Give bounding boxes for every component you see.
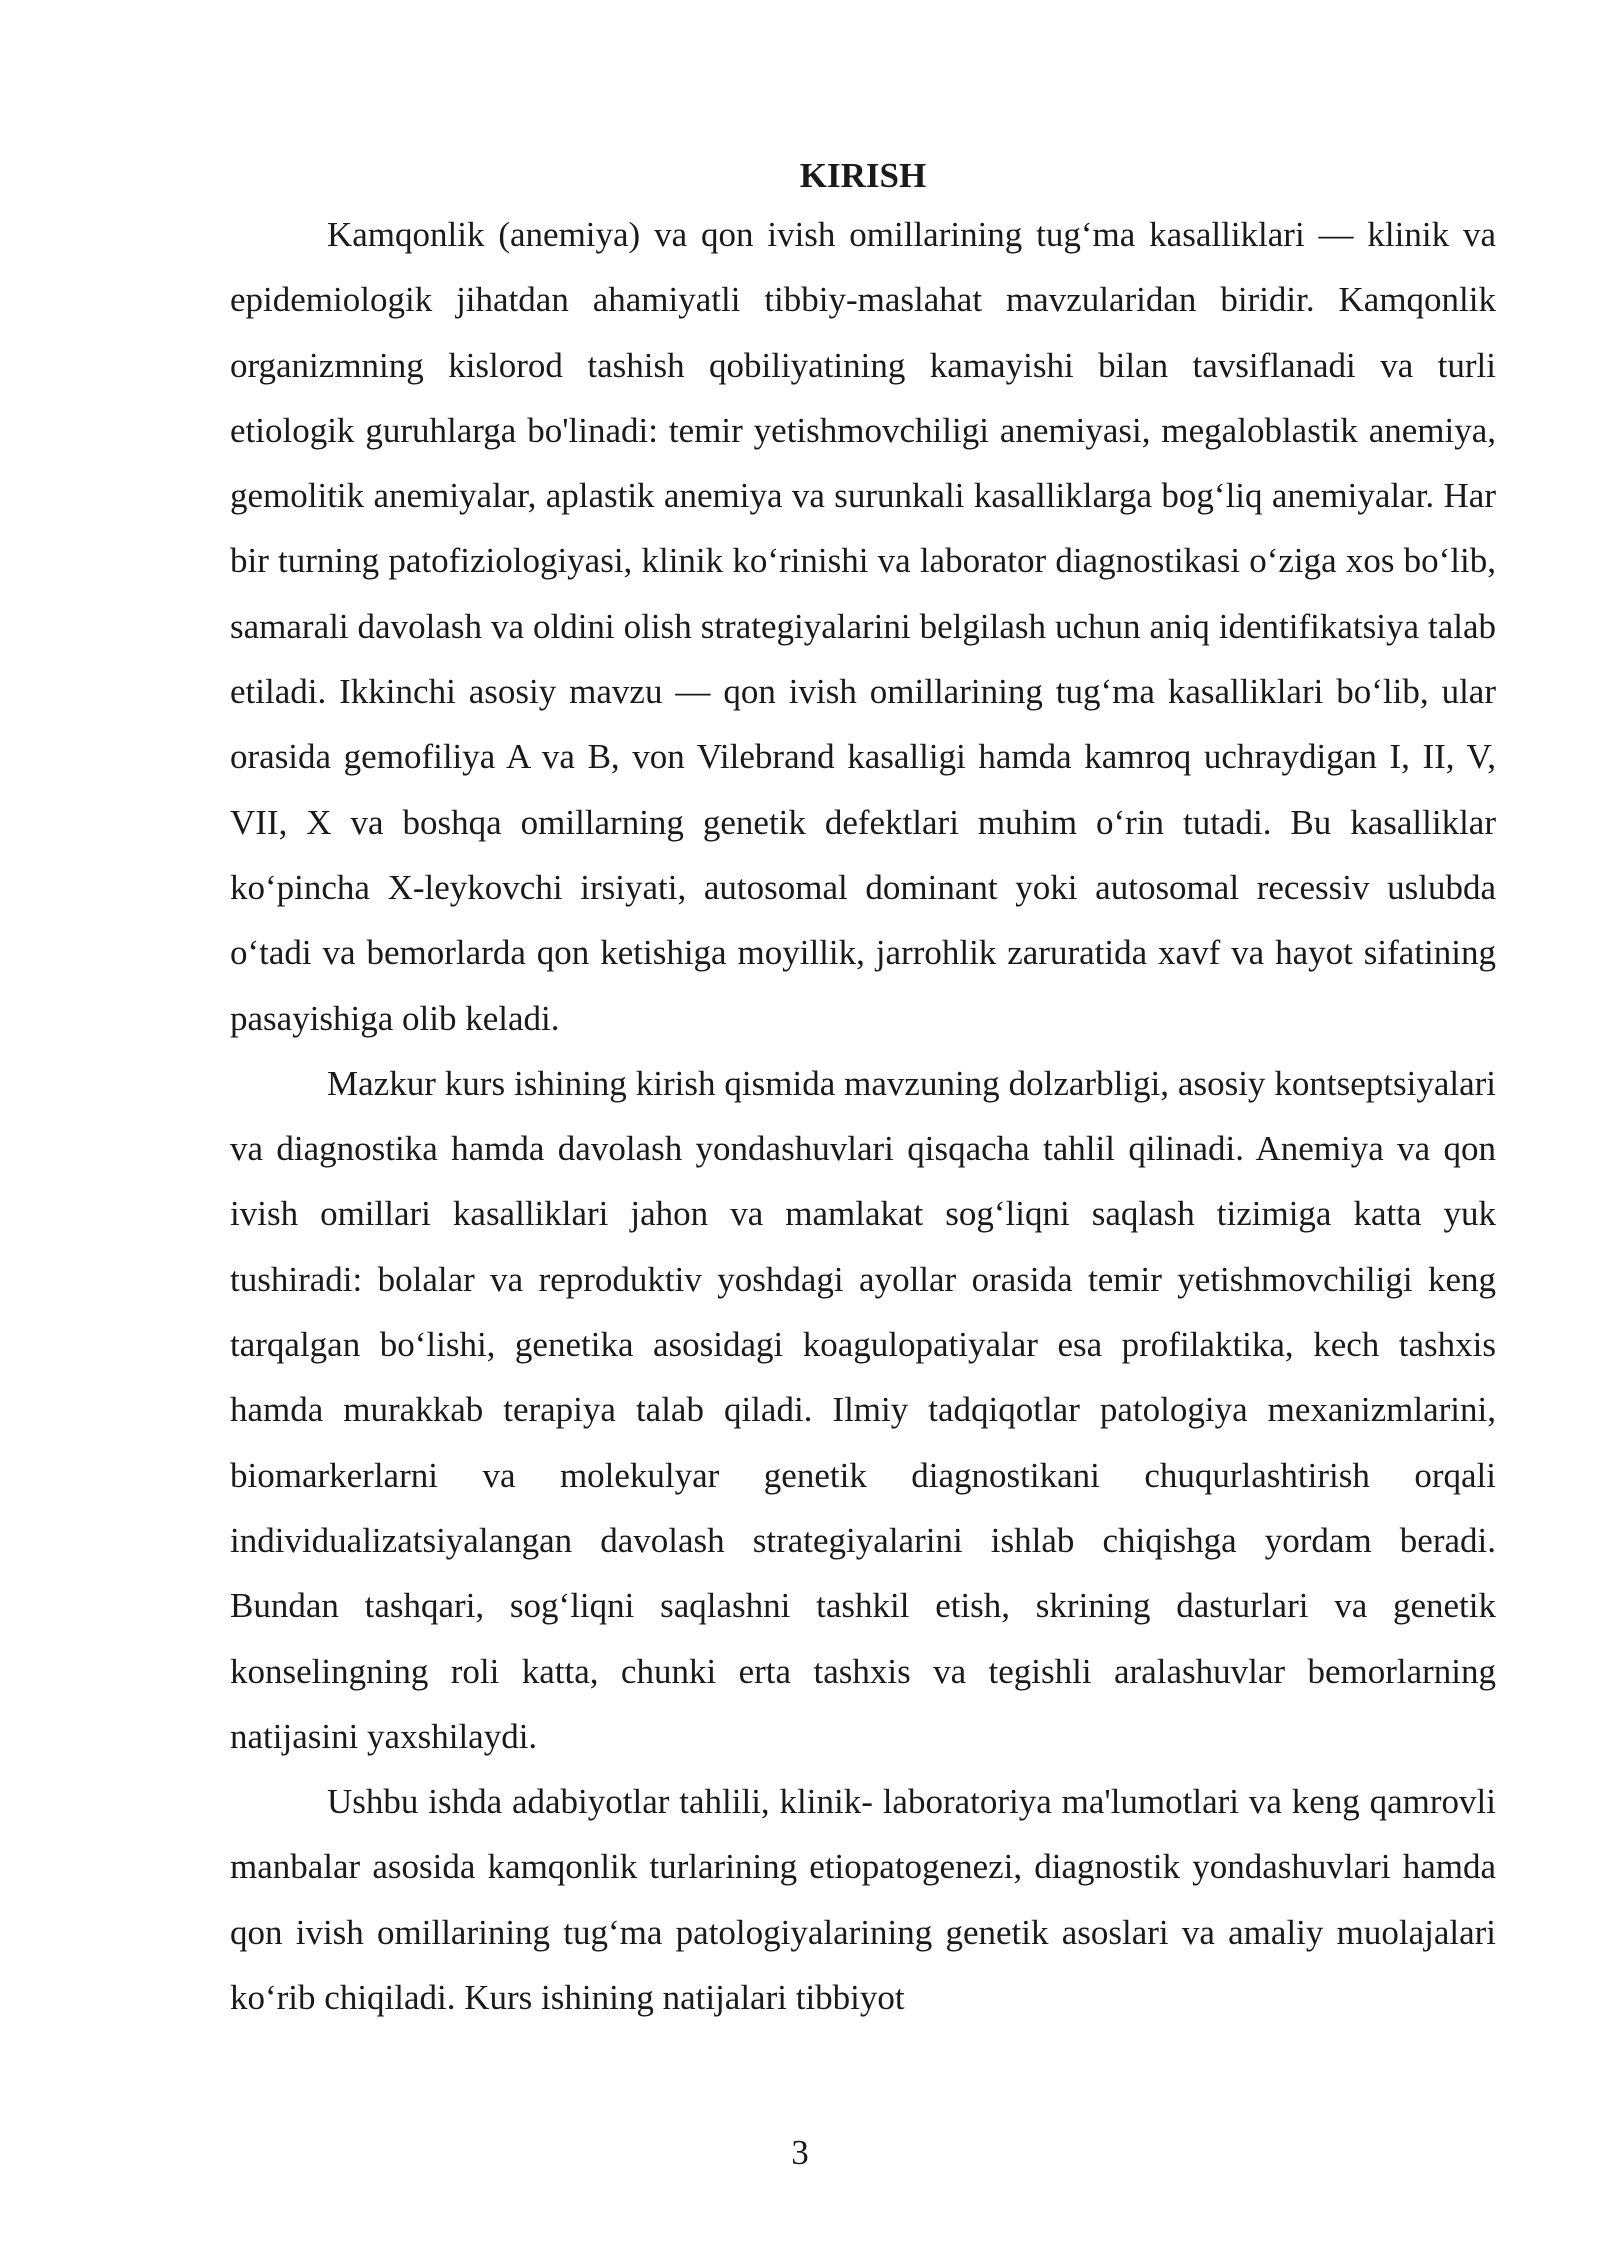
paragraph-3: Ushbu ishda adabiyotlar tahlili, klinik- laboratoriya ma'lumotlari va keng qamrovli manbalar asosida kamqonlik turlarining etiopatogenezi, diagnostik yondashuvlari hamda qon ivish omillarining tug‘ma patologiyalarining genetik asoslari va amaliy muolajalari ko‘rib chiqiladi. Kurs ishining natijalari tibbiyot bbox=[230, 1782, 1496, 2018]
section-heading: KIRISH bbox=[799, 156, 927, 195]
page-number: 3 bbox=[791, 2133, 809, 2172]
paragraph-2: Mazkur kurs ishining kirish qismida mavzuning dolzarbligi, asosiy kontseptsiyalari va diagnostika hamda davolash yondashuvlari qisqacha tahlil qilinadi. Anemiya va qon ivish omillari kasalliklari jahon va mamlakat sog‘liqni saqlash tizimiga katta yuk tushiradi: bolalar va reproduktiv yoshdagi ayollar orasida temir yetishmovchiligi keng tarqalgan bo‘lishi, genetika asosidagi koagulopatiyalar esa profilaktika, kech tashxis hamda murakkab terapiya talab qiladi. Ilmiy tadqiqotlar patologiya mexanizmlarini, biomarkerlarni va molekulyar genetik diagnostikani chuqurlashtirish orqali individualizatsiyalangan davolash strategiyalarini ishlab chiqishga yordam beradi. Bundan tashqari, sog‘liqni saqlashni tashkil etish, skrining dasturlari va genetik konselingning roli katta, chunki erta tashxis va tegishli aralashuvlar bemorlarning natijasini yaxshilaydi. bbox=[230, 1063, 1496, 1756]
paragraph-1: Kamqonlik (anemiya) va qon ivish omillarining tug‘ma kasalliklari — klinik va epidemiologik jihatdan ahamiyatli tibbiy-maslahat mavzularidan biridir. Kamqonlik organizmning kislorod tashish qobiliyatining kamayishi bilan tavsiflanadi va turli etiologik guruhlarga bo'linadi: temir yetishmovchiligi anemiyasi, megaloblastik anemiya, gemolitik anemiyalar, aplastik anemiya va surunkali kasalliklarga bog‘liq anemiyalar. Har bir turning patofiziologiyasi, klinik ko‘rinishi va laborator diagnostikasi o‘ziga xos bo‘lib, samarali davolash va oldini olish strategiyalarini belgilash uchun aniq identifikatsiya talab etiladi. Ikkinchi asosiy mavzu — qon ivish omillarining tug‘ma kasalliklari bo‘lib, ular orasida gemofiliya A va B, von Vilebrand kasalligi hamda kamroq uchraydigan I, II, V, VII, X va boshqa omillarning genetik defektlari muhim o‘rin tutadi. Bu kasalliklar ko‘pincha X-leykovchi irsiyati, autosomal dominant yoki autosomal recessiv uslubda o‘tadi va bemorlarda qon ketishiga moyillik, jarrohlik zaruratida xavf va hayot sifatining pasayishiga olib keladi. bbox=[230, 215, 1496, 1038]
document-page bbox=[230, 150, 1496, 2030]
